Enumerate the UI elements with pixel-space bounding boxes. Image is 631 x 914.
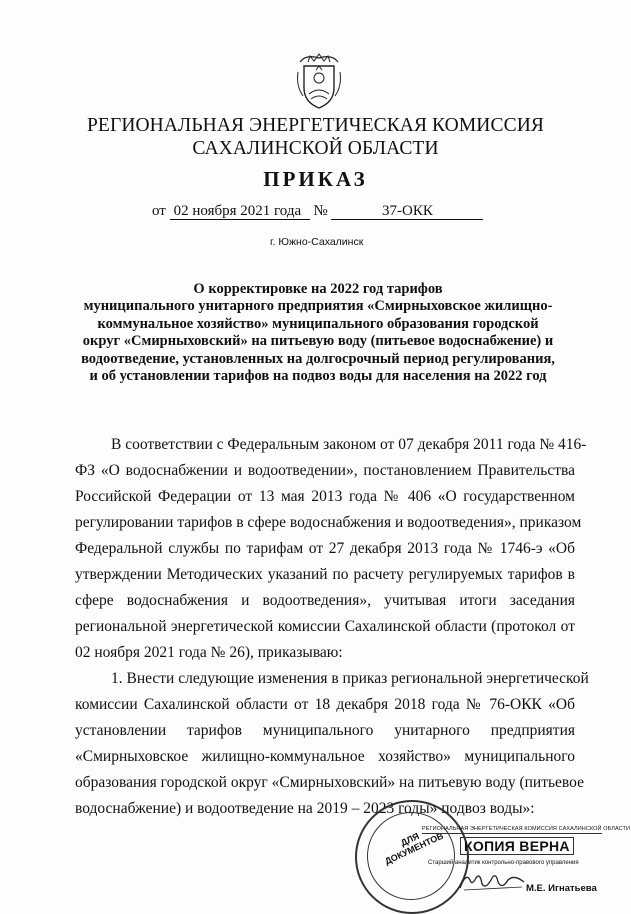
body-paragraph-1	[75, 432, 587, 666]
body-line: сфере водоснабжения и водоотведения», учитывая итоги заседания	[75, 592, 575, 609]
body-line: 02 ноября 2021 года № 26), приказываю:	[75, 644, 343, 661]
copy-stamp-title: КОПИЯ ВЕРНА	[460, 837, 574, 855]
body-line: установлении тарифов муниципального унитарного предприятия	[75, 722, 575, 739]
body-line: Российской Федерации от 13 мая 2013 года № 406 «О государственном	[75, 488, 575, 505]
copy-stamp-role: Старший аналитик контрольно-правового управления	[428, 860, 579, 866]
organization-name	[0, 114, 631, 160]
body-line: утверждении Методических указаний по расчету регулируемых тарифов в	[75, 566, 575, 583]
body-line: региональной энергетической комиссии Сахалинской области (протокол от	[75, 618, 575, 635]
body-line: комиссии Сахалинской области от 18 декабря 2018 года № 76-ОКК «Об	[75, 696, 575, 713]
organization-name-line2: САХАЛИНСКОЙ ОБЛАСТИ	[192, 138, 439, 159]
body-line: Федеральной службы по тарифам от 27 декабря 2013 года № 1746-э «Об	[75, 540, 575, 557]
stamp-text: ДЛЯ ДОКУМЕНТОВ	[383, 830, 446, 867]
copy-stamp-header: РЕГИОНАЛЬНАЯ ЭНЕРГЕТИЧЕСКАЯ КОМИССИЯ САХАЛИНСКОЙ ОБЛАСТИ	[422, 826, 631, 832]
order-number: 37-ОКК	[331, 203, 483, 220]
subject-line: О корректировке на 2022 год тарифов	[193, 281, 443, 297]
coat-of-arms-icon	[294, 52, 344, 110]
order-date: 02 ноября 2021 года	[170, 203, 310, 220]
number-prefix: №	[313, 203, 328, 219]
body-paragraph-2	[75, 666, 589, 822]
copy-certified-stamp	[422, 826, 631, 896]
body-line: 1. Внести следующие изменения в приказ региональной энергетической	[111, 670, 589, 687]
body-line: образования городской округ «Смирныховский» на питьевую воду (питьевое	[75, 774, 584, 791]
subject-line: водоотведение, установленных на долгосрочный период регулирования,	[81, 350, 555, 367]
subject-line: муниципального унитарного предприятия «Смирныховское жилищно-	[83, 298, 553, 315]
copy-stamp-signer: М.Е. Игнатьева	[526, 883, 597, 894]
order-date-number	[152, 203, 483, 220]
order-title: ПРИКАЗ	[263, 167, 368, 191]
body-line: «Смирныховское жилищно-коммунальное хозяйство» муниципального	[75, 748, 575, 765]
body-line: водоснабжение) и водоотведение на 2019 – 2023 годы» подвоз воды»:	[75, 800, 535, 817]
order-subject	[60, 281, 576, 385]
subject-line: коммунальное хозяйство» муниципального образования городской	[97, 315, 539, 332]
body-line: ФЗ «О водоснабжении и водоотведении», постановлением Правительства	[75, 462, 575, 479]
signature-icon	[458, 870, 528, 892]
date-prefix: от	[152, 203, 166, 219]
body-line: В соответствии с Федеральным законом от 07 декабря 2011 года № 416-	[111, 436, 587, 453]
subject-line: и об установлении тарифов на подвоз воды для населения на 2022 год	[89, 368, 547, 385]
body-line: регулировании тарифов в сфере водоснабжения и водоотведения», приказом	[75, 514, 582, 531]
subject-line: округ «Смирныховский» на питьевую воду (питьевое водоснабжение) и	[82, 333, 554, 350]
organization-name-line1: РЕГИОНАЛЬНАЯ ЭНЕРГЕТИЧЕСКАЯ КОМИССИЯ	[86, 115, 544, 136]
city: г. Южно-Сахалинск	[270, 236, 364, 248]
